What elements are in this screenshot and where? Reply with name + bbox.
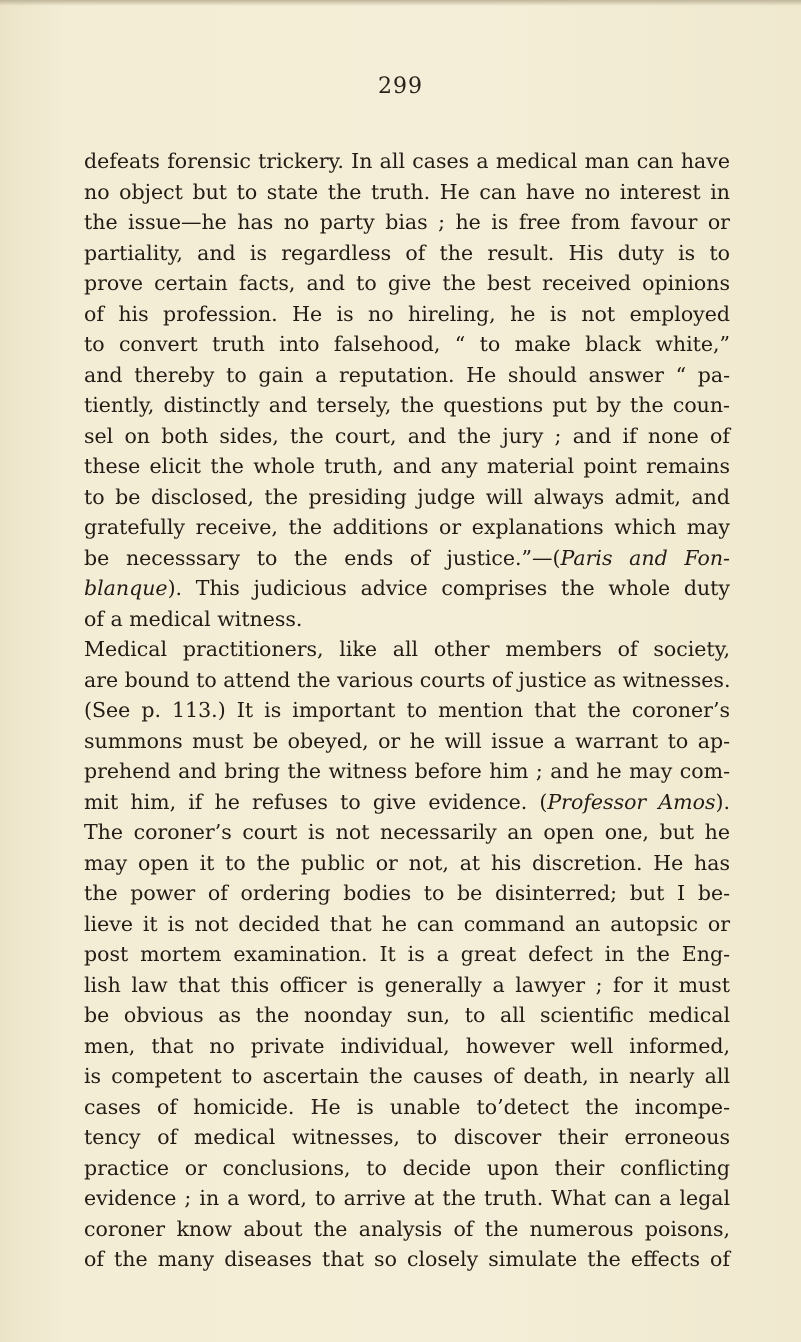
body-text [84,146,730,1275]
text-line: defeats forensic trickery. In all cases a medical man can have [84,149,730,173]
text-line: prove certain facts, and to give the best received opinions [84,271,730,295]
text-line: is competent to ascertain the causes of death, in nearly all [84,1064,730,1088]
citation-italic: Professor Amos [547,789,716,814]
text-line: tency of medical witnesses, to discover their erroneous [84,1125,730,1149]
text-line: Medical practitioners, like all other members of society, [84,637,730,661]
text-line: the issue—he has no party bias ; he is free from favour or [84,210,730,234]
text-line: coroner know about the analysis of the numerous poisons, [84,1216,730,1241]
text-line: blanque). This judicious advice comprises the whole duty [84,576,730,600]
text-line: to convert truth into falsehood, “ to make black white,” [84,332,730,356]
text-line: the power of ordering bodies to be disinterred; but I be- [84,881,730,905]
text-line: of his profession. He is no hireling, he is not employed [84,301,730,326]
text-line: are bound to attend the various courts of justice as witnesses. [84,667,731,692]
text-line: of the many diseases that so closely simulate the effects of [84,1247,730,1271]
text-line: no object but to state the truth. He can have no interest in [84,179,730,204]
text-line: practice or conclusions, to decide upon their conflicting [84,1155,730,1180]
text-line: lieve it is not decided that he can command an autopsic or [84,911,730,936]
page-top-edge [0,0,801,6]
text-line: of a medical witness. [84,606,303,631]
text-line: lish law that this officer is generally a lawyer ; for it must [84,972,730,997]
citation-italic: Paris and Fon- [560,545,730,570]
text-line: be necesssary to the ends of justice.”—(Paris and Fon- [84,545,730,570]
text-line: mit him, if he refuses to give evidence. (Professor Amos). [84,789,731,814]
page-number: 299 [378,74,423,99]
text-line: these elicit the whole truth, and any material point remains [84,454,730,478]
text-line: prehend and bring the witness before him ; and he may com- [84,759,730,783]
text-line: to be disclosed, the presiding judge will always admit, and [84,484,730,509]
text-line: tiently, distinctly and tersely, the questions put by the coun- [84,393,730,417]
text-line: and thereby to gain a reputation. He should answer “ pa- [84,362,730,387]
text-line: (See p. 113.) It is important to mention that the coroner’s [84,698,730,722]
text-line: evidence ; in a word, to arrive at the truth. What can a legal [84,1186,730,1210]
text-line: may open it to the public or not, at his discretion. He has [84,850,730,875]
text-line: partiality, and is regardless of the result. His duty is to [84,240,730,265]
text-line: summons must be obeyed, or he will issue a warrant to ap- [84,728,730,753]
citation-italic: blanque [84,576,168,600]
text-line: The coroner’s court is not necessarily an open one, but he [84,820,730,844]
text-line: be obvious as the noonday sun, to all scientific medical [84,1003,730,1027]
text-line: sel on both sides, the court, and the jury ; and if none of [84,423,730,448]
text-line: men, that no private individual, however well informed, [84,1033,730,1058]
text-line: cases of homicide. He is unable to’detect the incompe- [84,1094,730,1119]
text-line: post mortem examination. It is a great defect in the Eng- [84,942,730,966]
text-line: gratefully receive, the additions or explanations which may [84,515,730,539]
